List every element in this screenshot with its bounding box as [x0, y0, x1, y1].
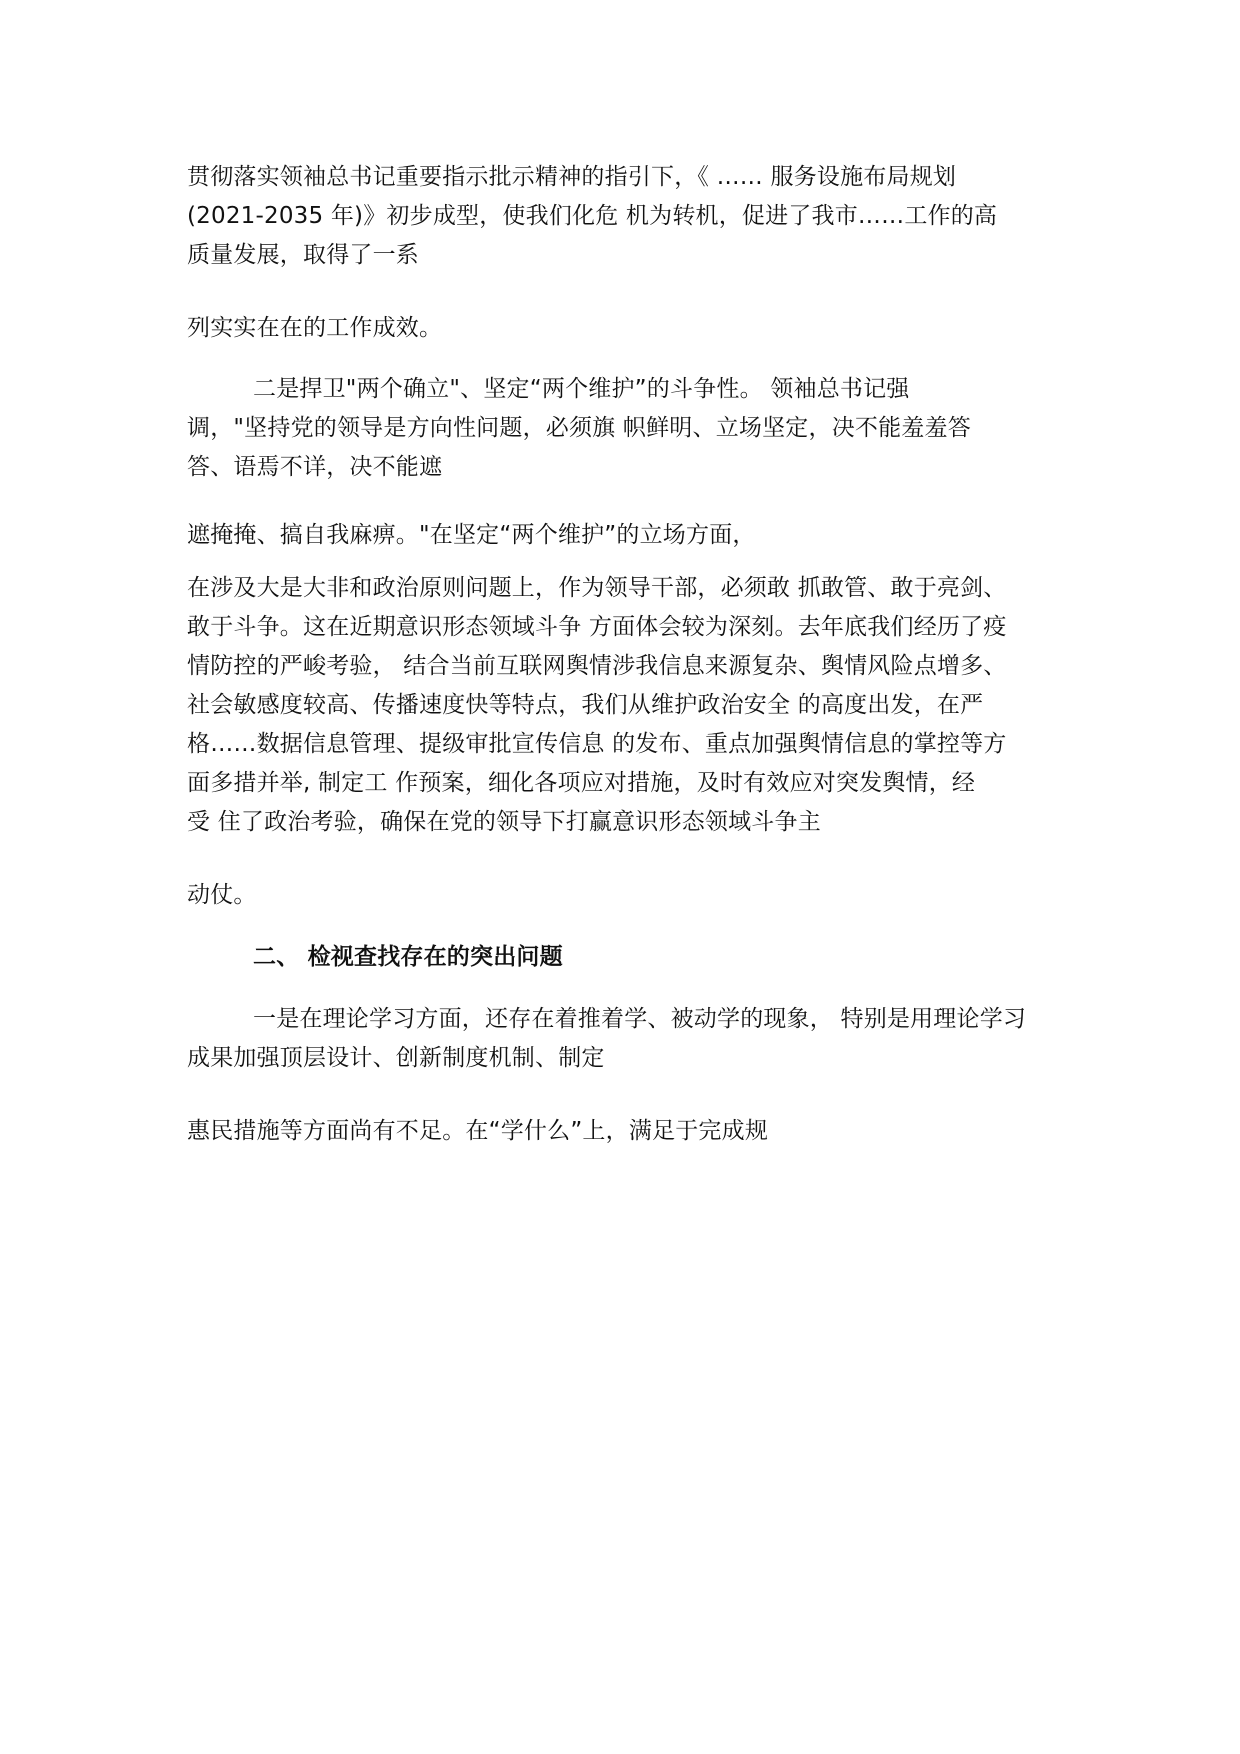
paragraph-line: 成果加强顶层设计、创新制度机制、制定: [187, 1045, 605, 1071]
paragraph-line: 答、语焉不详，决不能遮: [187, 454, 443, 480]
paragraph-line: 在涉及大是大非和政治原则问题上，作为领导干部，必须敢 抓敢管、敢于亮剑、: [187, 575, 1007, 601]
paragraph-line: 社会敏感度较高、传播速度快等特点，我们从维护政治安全 的高度出发，在严: [187, 692, 984, 718]
paragraph-line: 情防控的严峻考验， 结合当前互联网舆情涉我信息来源复杂、舆情风险点增多、: [187, 653, 1007, 679]
paragraph-line: 一是在理论学习方面，还存在着推着学、被动学的现象， 特别是用理论学习: [253, 1006, 1027, 1032]
paragraph-line: 格……数据信息管理、提级审批宣传信息 的发布、重点加强舆情信息的掌控等方: [187, 731, 1007, 757]
paragraph-line: 受 住了政治考验，确保在党的领导下打赢意识形态领域斗争主: [187, 809, 821, 835]
paragraph-line: 二是捍卫"两个确立"、坚定“两个维护”的斗争性。 领袖总书记强: [253, 376, 910, 402]
paragraph-line: 惠民措施等方面尚有不足。在“学什么”上，满足于完成规: [187, 1118, 769, 1144]
paragraph-line: 质量发展，取得了一系: [187, 242, 419, 268]
paragraph-line: 敢于斗争。这在近期意识形态领域斗争 方面体会较为深刻。去年底我们经历了疫: [187, 614, 1007, 640]
paragraph-line: (2021-2035 年)》初步成型，使我们化危 机为转机，促进了我市……工作的高: [187, 203, 998, 229]
paragraph-line: 贯彻落实领袖总书记重要指示批示精神的指引下，《 …… 服务设施布局规划: [187, 164, 957, 190]
paragraph-line: 面多措并举, 制定工 作预案，细化各项应对措施，及时有效应对突发舆情，经: [187, 770, 976, 796]
paragraph-line: 遮掩掩、搞自我麻痹。"在坚定“两个维护”的立场方面，: [187, 522, 756, 548]
section-heading: 二、 检视查找存在的突出问题: [253, 944, 563, 970]
paragraph-line: 动仗。: [187, 882, 257, 908]
paragraph-line: 调，"坚持党的领导是方向性问题，必须旗 帜鲜明、立场坚定，决不能羞羞答: [187, 415, 971, 441]
paragraph-line: 列实实在在的工作成效。: [187, 315, 443, 341]
